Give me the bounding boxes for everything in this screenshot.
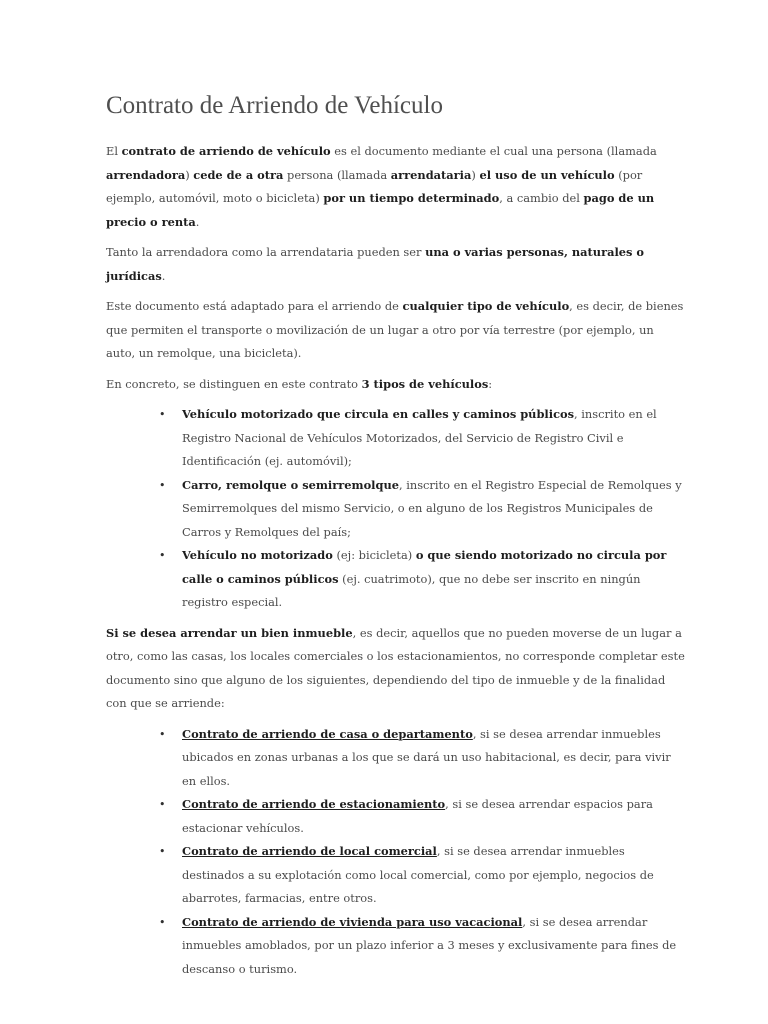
text-run: persona (llamada: [283, 167, 391, 182]
paragraph-real-estate: [106, 622, 686, 716]
document-title: Contrato de Arriendo de Vehículo: [106, 92, 443, 119]
bold-run: cede de a otra: [193, 167, 284, 182]
text-run: .: [195, 214, 200, 229]
bold-run: por un tiempo determinado: [323, 191, 500, 205]
link-parking-lease[interactable]: Contrato de arriendo de estacionamiento: [182, 797, 446, 811]
text-run: El: [106, 144, 122, 158]
bold-run: cualquier tipo de vehículo: [402, 299, 570, 313]
paragraph-definition: [106, 140, 686, 234]
text-run: , si se desea arrendar inmuebles ubicados en zonas urbanas a los que se dará un uso habitacional, es decir, para vivir en ellos.: [182, 726, 671, 788]
bullet-icon: •: [159, 478, 166, 492]
text-run: , si se desea arrendar inmuebles amoblados, por un plazo inferior a 3 meses y exclusivamente para fines de descanso o turismo.: [182, 914, 677, 976]
document-body: [106, 140, 686, 988]
paragraph-parties: [106, 241, 686, 288]
text-run: es el documento mediante el cual una persona (llamada: [330, 144, 657, 158]
text-run: , si se desea arrendar inmuebles destinados a su explotación como local comercial, como por ejemplo, negocios de abarrotes, farmacias, entre otros.: [182, 844, 654, 905]
paragraph-scope: [106, 295, 686, 366]
bullet-icon: •: [159, 915, 166, 929]
link-house-lease[interactable]: Contrato de arriendo de casa o departamento: [182, 726, 473, 741]
text-run: (ej. cuatrimoto), que no debe ser inscrito en ningún registro especial.: [182, 571, 641, 609]
bold-run: 3 tipos de vehículos: [361, 376, 489, 391]
bold-run: Carro, remolque o semirremolque: [182, 477, 399, 492]
bold-run: una o varias personas, naturales o jurídicas: [106, 245, 645, 283]
text-run: ): [185, 167, 194, 182]
list-item: [159, 544, 686, 615]
bullet-icon: •: [159, 549, 166, 562]
text-run: Este documento está adaptado para el arriendo de: [106, 299, 403, 313]
bullet-icon: •: [159, 798, 166, 811]
bold-run: arrendataria: [390, 167, 472, 182]
list-item: [159, 723, 686, 794]
list-item: [159, 403, 686, 474]
bold-run: o que siendo motorizado no circula por calle o caminos públicos: [182, 548, 667, 586]
bold-run: Si se desea arrendar un bien inmueble: [106, 625, 353, 640]
text-run: , si se desea arrendar espacios para estacionar vehículos.: [182, 797, 653, 835]
text-run: :: [488, 376, 493, 391]
bullet-icon: •: [159, 727, 166, 741]
bold-run: Vehículo no motorizado: [182, 548, 333, 562]
text-run: , es decir, de bienes que permiten el transporte o movilización de un lugar a otro por vía terrestre (por ejemplo, un auto, un remolque, una bicicleta).: [106, 299, 684, 360]
list-item: [159, 911, 686, 982]
bold-run: Vehículo motorizado que circula en calles y caminos públicos: [182, 407, 575, 421]
paragraph-vehicle-types-intro: [106, 373, 686, 397]
text-run: En concreto, se distinguen en este contrato: [106, 376, 362, 391]
list-item: [159, 840, 686, 911]
bold-run: arrendadora: [106, 167, 186, 182]
related-contracts-list: [106, 723, 686, 982]
text-run: (ej: bicicleta): [332, 548, 416, 562]
bold-run: pago de un precio o renta: [106, 191, 655, 229]
text-run: , inscrito en el Registro Nacional de Vehículos Motorizados, del Servicio de Registro Civil e Identificación (ej. automóvil);: [182, 407, 657, 468]
text-run: , inscrito en el Registro Especial de Remolques y Semirremolques del mismo Servicio, o en alguno de los Registros Municipales de Carros y Remolques del país;: [182, 477, 682, 539]
text-run: , a cambio del: [499, 191, 584, 205]
bullet-icon: •: [159, 408, 166, 421]
link-commercial-lease[interactable]: Contrato de arriendo de local comercial: [182, 844, 437, 858]
link-vacation-lease[interactable]: Contrato de arriendo de vivienda para uso vacacional: [182, 914, 523, 929]
text-run: ): [471, 167, 480, 182]
bold-run: el uso de un vehículo: [479, 167, 615, 182]
text-run: , es decir, aquellos que no pueden moverse de un lugar a otro, como las casas, los locales comerciales o los estacionamientos, no corresponde completar este documento sino que alguno de los siguientes, dependiendo del tipo de inmueble y de la finalidad con que se arriende:: [106, 625, 685, 710]
bold-run: contrato de arriendo de vehículo: [121, 144, 331, 158]
list-item: [159, 793, 686, 840]
vehicle-types-list: [106, 403, 686, 615]
text-run: .: [161, 268, 166, 283]
text-run: Tanto la arrendadora como la arrendataria pueden ser: [106, 245, 426, 259]
list-item: [159, 474, 686, 545]
text-run: (por ejemplo, automóvil, moto o bicicleta): [106, 167, 643, 205]
bullet-icon: •: [159, 845, 166, 858]
